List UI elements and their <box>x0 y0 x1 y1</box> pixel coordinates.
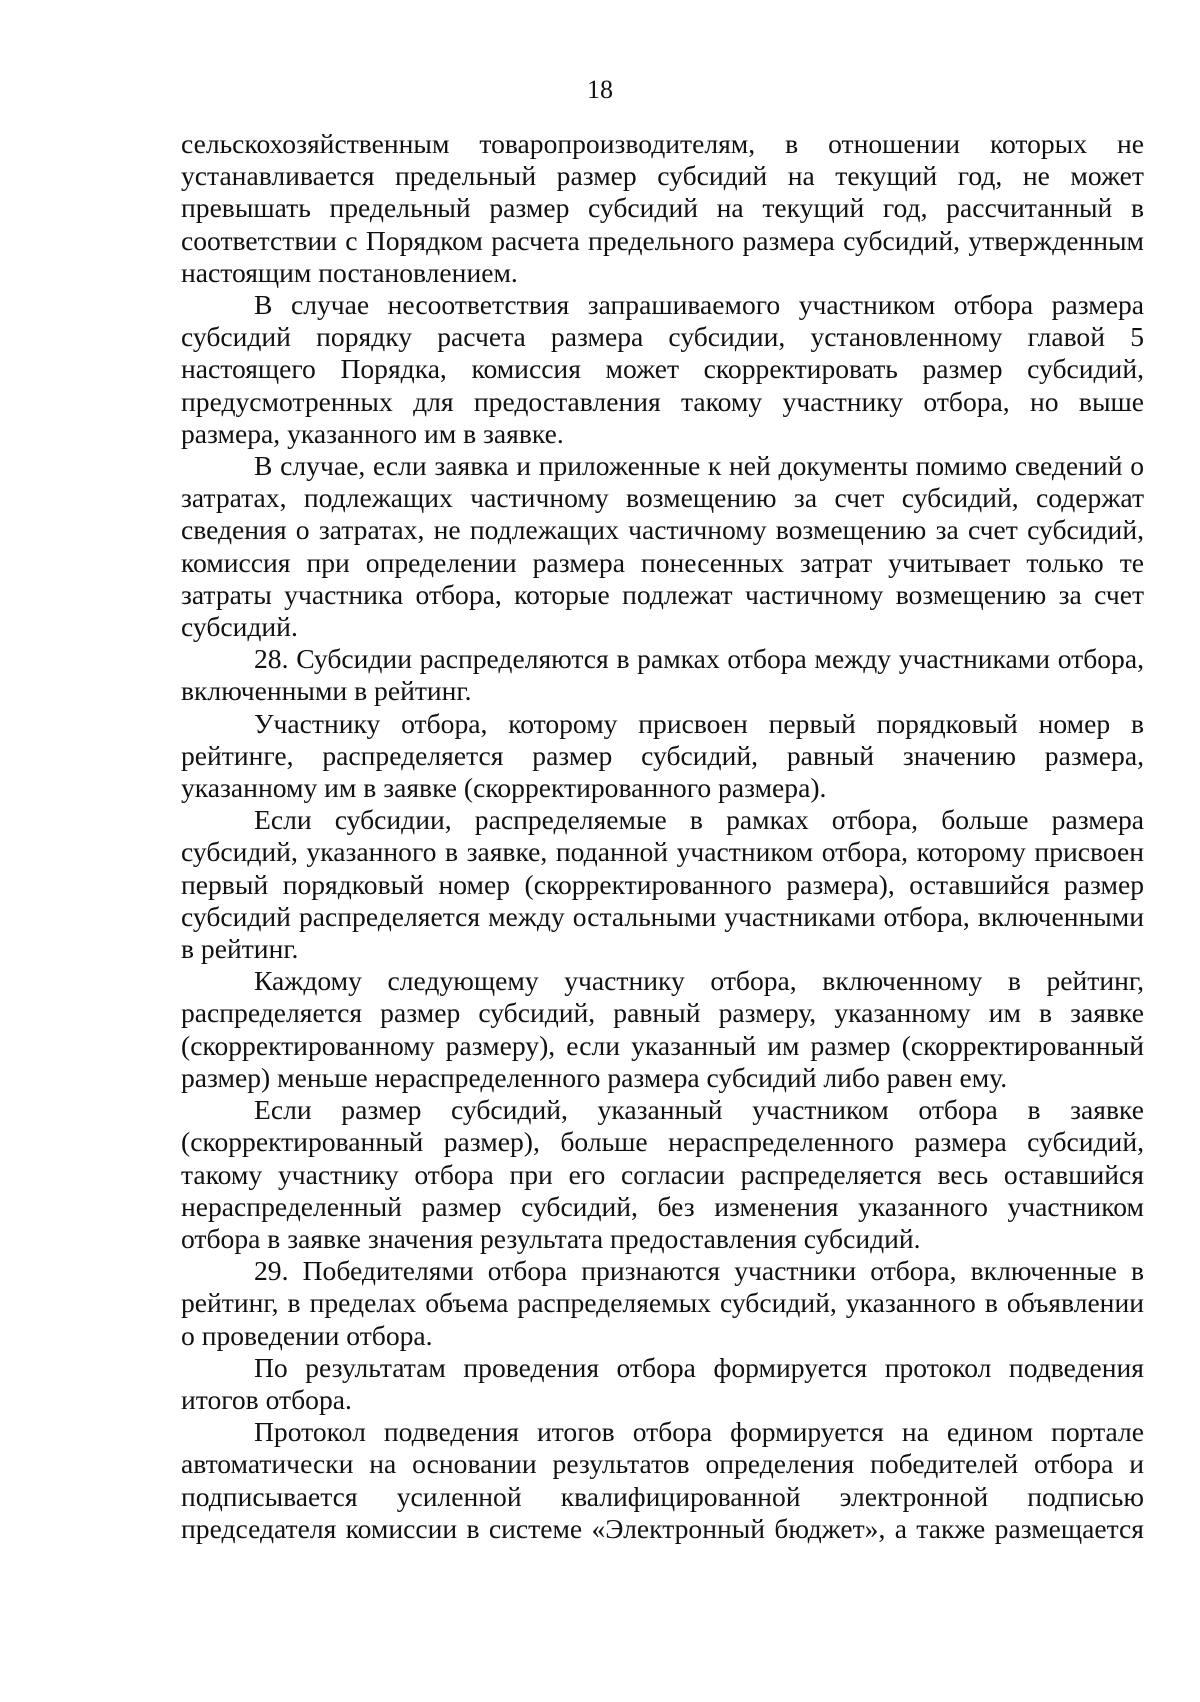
paragraph: Каждому следующему участнику отбора, включенному в рейтинг, распределяется размер субсидий, равный размеру, указанному им в заявке (скорректированному размеру), если указанный им размер (скорректированный размер) меньше нераспределенного размера субсидий либо равен ему. <box>181 965 1144 1093</box>
paragraph: 29. Победителями отбора признаются участники отбора, включенные в рейтинг, в пределах объема распределяемых субсидий, указанного в объявлении о проведении отбора. <box>181 1255 1144 1351</box>
paragraph: Если субсидии, распределяемые в рамках отбора, больше размера субсидий, указанного в заявке, поданной участником отбора, которому присвоен первый порядковый номер (скорректированного размера), оставшийся размер субсидий распределяется между остальными участниками отбора, включенными в рейтинг. <box>181 804 1144 965</box>
paragraph: В случае несоответствия запрашиваемого участником отбора размера субсидий порядку расчета размера субсидии, установленному главой 5 настоящего Порядка, комиссия может скорректировать размер субсидий, предусмотренных для предоставления такому участнику отбора, но выше размера, указанного им в заявке. <box>181 289 1144 449</box>
paragraph: Участнику отбора, которому присвоен первый порядковый номер в рейтинге, распределяется размер субсидий, равный значению размера, указанному им в заявке (скорректированного размера). <box>181 707 1144 804</box>
document-body <box>181 128 1144 1545</box>
paragraph: В случае, если заявка и приложенные к ней документы помимо сведений о затратах, подлежащих частичному возмещению за счет субсидий, содержат сведения о затратах, не подлежащих частичному возмещению за счет субсидий, комиссия при определении размера понесенных затрат учитывает только те затраты участника отбора, которые подлежат частичному возмещению за счет субсидий. <box>181 450 1144 643</box>
paragraph: По результатам проведения отбора формируется протокол подведения итогов отбора. <box>181 1351 1144 1415</box>
paragraph: Протокол подведения итогов отбора формируется на едином портале автоматически на основании результатов определения победителей отбора и подписывается усиленной квалифицированной электронной подписью председателя комиссии в системе «Электронный бюджет», а также размещается <box>181 1416 1144 1544</box>
paragraph: Если размер субсидий, указанный участником отбора в заявке (скорректированный размер), больше нераспределенного размера субсидий, такому участнику отбора при его согласии распределяется весь оставшийся нераспределенный размер субсидий, без изменения указанного участником отбора в заявке значения результата предоставления субсидий. <box>181 1094 1144 1254</box>
paragraph: сельскохозяйственным товаропроизводителям, в отношении которых не устанавливается предельный размер субсидий на текущий год, не может превышать предельный размер субсидий на текущий год, рассчитанный в соответствии с Порядком расчета предельного размера субсидий, утвержденным настоящим постановлением. <box>181 128 1144 288</box>
paragraph: 28. Субсидии распределяются в рамках отбора между участниками отбора, включенными в рейтинг. <box>181 643 1144 707</box>
page-number: 18 <box>587 75 613 104</box>
